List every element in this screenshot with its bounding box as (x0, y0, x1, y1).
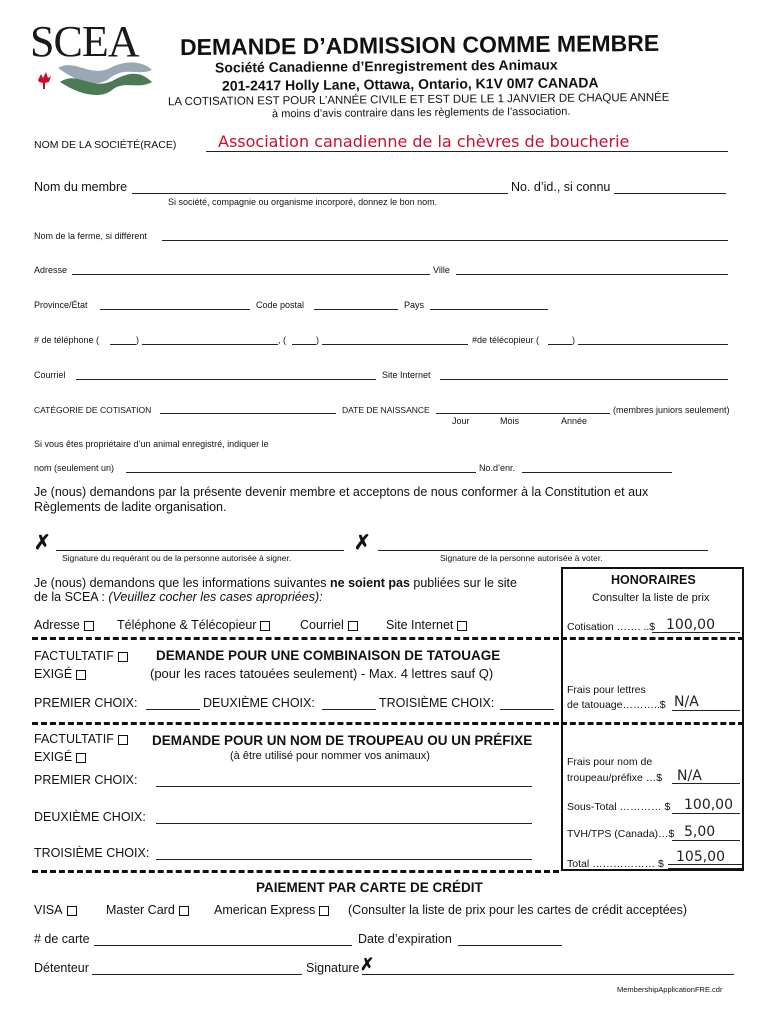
privacy-line-2 (34, 590, 323, 604)
privacy-option-phone[interactable] (117, 618, 270, 632)
privacy-option-address[interactable] (34, 618, 94, 632)
tax-label: TVH/TPS (Canada)…$ (567, 828, 675, 840)
checkbox[interactable] (348, 621, 358, 631)
cotisation-value[interactable]: 100,00 (666, 617, 715, 633)
phone2-area-field[interactable] (292, 344, 316, 345)
logo-swoosh-icon (30, 58, 155, 98)
agreement-line-1: Je (nous) demandons par la présente devenir membre et acceptons de nous conformer à la Constitution et aux (34, 485, 649, 499)
dues-note-2: à moins d’avis contraire dans les règlements de l’association. (271, 105, 571, 121)
dob-month: Mois (500, 416, 520, 426)
member-id-field[interactable] (614, 193, 726, 194)
tattoo-title: DEMANDE POUR UNE COMBINAISON DE TATOUAGE (156, 648, 501, 663)
section-divider (32, 637, 559, 640)
herd-third-label: TROISIÈME CHOIX: (34, 846, 150, 860)
voter-signature-caption: Signature de la personne autorisée à voter. (440, 553, 603, 563)
dues-note: LA COTISATION EST POUR L’ANNÉE CIVILE ET EST DUE LE 1 JANVIER DE CHAQUE ANNÉE (167, 91, 670, 109)
herd-optional[interactable] (34, 732, 128, 746)
category-label: CATÉGORIE DE COTISATION (34, 405, 152, 415)
privacy-line-1 (34, 576, 517, 590)
fees-title: HONORAIRES (611, 573, 696, 587)
phone2-paren: ) (316, 335, 319, 345)
herd-required[interactable] (34, 750, 86, 764)
holder-label: Détenteur (34, 961, 89, 975)
signature-mark-icon: ✗ (34, 532, 51, 554)
herd-title: DEMANDE POUR UN NOM DE TROUPEAU OU UN PRÉFIXE (152, 733, 533, 748)
privacy-option-email[interactable] (300, 618, 358, 632)
fax-paren: ) (572, 335, 575, 345)
tattoo-third-field[interactable] (500, 709, 554, 710)
pay-visa[interactable] (34, 903, 77, 917)
applicant-signature-caption: Signature du requérant ou de la personne autorisée à signer. (62, 553, 292, 563)
privacy-option-label: Site Internet (386, 618, 454, 632)
fax-area-field[interactable] (548, 344, 572, 345)
phone-area-field[interactable] (110, 344, 136, 345)
subtotal-value[interactable]: 100,00 (684, 797, 733, 813)
address-label: Adresse (34, 265, 68, 275)
tattoo-second-field[interactable] (322, 709, 376, 710)
province-field[interactable] (100, 309, 250, 310)
junior-note: (membres juniors seulement) (613, 405, 730, 415)
checkbox[interactable] (118, 652, 128, 662)
herd-second-field[interactable] (156, 823, 532, 824)
total-label: Total ……………… $ (567, 858, 664, 870)
privacy-option-label: Adresse (34, 618, 80, 632)
tattoo-optional[interactable] (34, 649, 128, 663)
tax-line (672, 840, 740, 841)
herd-optional-label: FACTULTATIF (34, 732, 114, 746)
tattoo-third-label: TROISIÈME CHOIX: (379, 696, 495, 710)
tattoo-fee-line (672, 710, 740, 711)
tattoo-required-label: EXIGÉ (34, 667, 73, 681)
fax-field[interactable] (578, 344, 728, 345)
address-field[interactable] (72, 274, 430, 275)
postal-field[interactable] (314, 309, 398, 310)
herd-second-label: DEUXIÈME CHOIX: (34, 810, 146, 824)
footer-filename: MembershipApplicationFRE.cdr (617, 985, 723, 994)
privacy-option-label: Téléphone & Télécopieur (117, 618, 257, 632)
animal-name-label: nom (seulement un) (34, 463, 115, 473)
card-number-label: # de carte (34, 932, 90, 946)
dob-year: Année (561, 416, 588, 426)
herd-required-label: EXIGÉ (34, 750, 73, 764)
amex-label: American Express (214, 903, 316, 917)
fees-subtitle: Consulter la liste de prix (592, 592, 710, 604)
herd-subtitle: (à être utilisé pour nommer vos animaux) (230, 750, 430, 762)
logo-text: SCEA (30, 17, 139, 66)
tattoo-first-label: PREMIER CHOIX: (34, 696, 138, 710)
member-name-label: Nom du membre (34, 180, 128, 194)
org-name: Société Canadienne d’Enregistrement des Animaux (214, 56, 558, 76)
member-name-field[interactable] (132, 193, 508, 194)
checkbox[interactable] (84, 621, 94, 631)
voter-signature-field[interactable] (378, 550, 708, 551)
member-id-label: No. d’id., si connu (511, 180, 611, 194)
tattoo-required[interactable] (34, 667, 86, 681)
tattoo-fee-label-1: Frais pour lettres (567, 684, 646, 696)
reg-field[interactable] (522, 472, 672, 473)
farm-field[interactable] (162, 240, 728, 241)
card-signature-label: Signature (306, 961, 360, 975)
society-label: NOM DE LA SOCIÉTÉ(RACE) (34, 139, 177, 151)
herd-first-label: PREMIER CHOIX: (34, 773, 138, 787)
section-divider (32, 870, 559, 873)
farm-label: Nom de la ferme, si différent (34, 231, 147, 241)
card-signature-field[interactable] (362, 974, 734, 975)
fees-divider (561, 722, 744, 725)
tax-value[interactable]: 5,00 (684, 824, 716, 840)
fees-box (561, 567, 744, 871)
society-input[interactable]: Association canadienne de la chèvres de boucherie (218, 132, 630, 151)
phone-sep: , ( (278, 335, 286, 345)
phone2-field[interactable] (322, 344, 468, 345)
website-field[interactable] (440, 379, 728, 380)
country-label: Pays (404, 300, 425, 310)
category-field[interactable] (160, 413, 336, 414)
privacy-text-b: ne soient pas (330, 576, 410, 590)
city-label: Ville (433, 265, 450, 275)
privacy-text-d: de la SCEA : (34, 590, 105, 604)
mastercard-label: Master Card (106, 903, 175, 917)
website-label: Site Internet (382, 370, 431, 380)
dob-day: Jour (452, 416, 470, 426)
pay-amex[interactable] (214, 903, 329, 917)
email-field[interactable] (76, 379, 376, 380)
phone-field[interactable] (142, 344, 278, 345)
email-label: Courriel (34, 370, 66, 380)
tattoo-second-label: DEUXIÈME CHOIX: (203, 696, 315, 710)
pay-mastercard[interactable] (106, 903, 189, 917)
animal-name-field[interactable] (126, 472, 476, 473)
fees-divider (561, 637, 744, 640)
privacy-option-website[interactable] (386, 618, 467, 632)
privacy-text-a: Je (nous) demandons que les informations suivantes (34, 576, 327, 590)
city-field[interactable] (456, 274, 728, 275)
checkbox[interactable] (118, 735, 128, 745)
tattoo-fee-label-2: de tatouage………..$ (567, 699, 666, 711)
agreement-line-2: Règlements de ladite organisation. (34, 500, 227, 514)
checkbox[interactable] (76, 753, 86, 763)
payment-title: PAIEMENT PAR CARTE DE CRÉDIT (256, 880, 483, 895)
herd-third-field[interactable] (156, 859, 532, 860)
expiry-field[interactable] (458, 945, 562, 946)
phone-paren: ) (136, 335, 139, 345)
dob-label: DATE DE NAISSANCE (342, 405, 430, 415)
dob-field[interactable] (436, 413, 610, 414)
herd-fee-label-2: troupeau/préfixe …$ (567, 772, 663, 784)
country-field[interactable] (430, 309, 548, 310)
province-label: Province/État (34, 300, 88, 310)
visa-label: VISA (34, 903, 63, 917)
checkbox[interactable] (260, 621, 270, 631)
card-number-field[interactable] (94, 945, 352, 946)
signature-mark-icon: ✗ (354, 532, 371, 554)
tattoo-first-field[interactable] (146, 709, 200, 710)
fax-label: #de télécopieur ( (472, 335, 540, 345)
org-address: 201-2417 Holly Lane, Ottawa, Ontario, K1V 0M7 CANADA (221, 74, 599, 94)
checkbox[interactable] (67, 906, 77, 916)
privacy-text-c: publiées sur le site (413, 576, 517, 590)
animal-note: Si vous êtes propriétaire d’un animal enregistré, indiquer le (34, 439, 269, 449)
checkbox[interactable] (319, 906, 329, 916)
form-title: DEMANDE D’ADMISSION COMME MEMBRE (179, 29, 660, 61)
privacy-text-e: (Veuillez cocher les cases apropriées): (108, 590, 323, 604)
expiry-label: Date d’expiration (358, 932, 452, 946)
reg-label: No.d’enr. (479, 463, 516, 473)
society-line (206, 151, 728, 152)
payment-note: (Consulter la liste de prix pour les cartes de crédit acceptées) (348, 903, 688, 917)
herd-fee-label-1: Frais pour nom de (567, 756, 653, 768)
signature-mark-icon: ✗ (360, 955, 375, 974)
tattoo-optional-label: FACTULTATIF (34, 649, 114, 663)
cotisation-label: Cotisation ……. ..$ (567, 621, 656, 633)
total-value[interactable]: 105,00 (676, 849, 725, 865)
phone-label: # de téléphone ( (34, 335, 100, 345)
tattoo-fee-value[interactable]: N/A (674, 694, 699, 710)
member-name-hint: Si société, compagnie ou organisme incorporé, donnez le bon nom. (168, 197, 438, 207)
subtotal-label: Sous-Total ………… $ (567, 801, 671, 813)
tattoo-subtitle: (pour les races tatouées seulement) - Max. 4 lettres sauf Q) (150, 666, 494, 681)
checkbox[interactable] (457, 621, 467, 631)
scea-logo (30, 17, 155, 100)
herd-first-field[interactable] (156, 786, 532, 787)
checkbox[interactable] (76, 670, 86, 680)
herd-fee-value[interactable]: N/A (677, 768, 702, 784)
section-divider (32, 722, 559, 725)
privacy-option-label: Courriel (300, 618, 344, 632)
subtotal-line (672, 813, 740, 814)
postal-label: Code postal (256, 300, 305, 310)
applicant-signature-field[interactable] (56, 550, 344, 551)
checkbox[interactable] (179, 906, 189, 916)
holder-field[interactable] (92, 974, 302, 975)
